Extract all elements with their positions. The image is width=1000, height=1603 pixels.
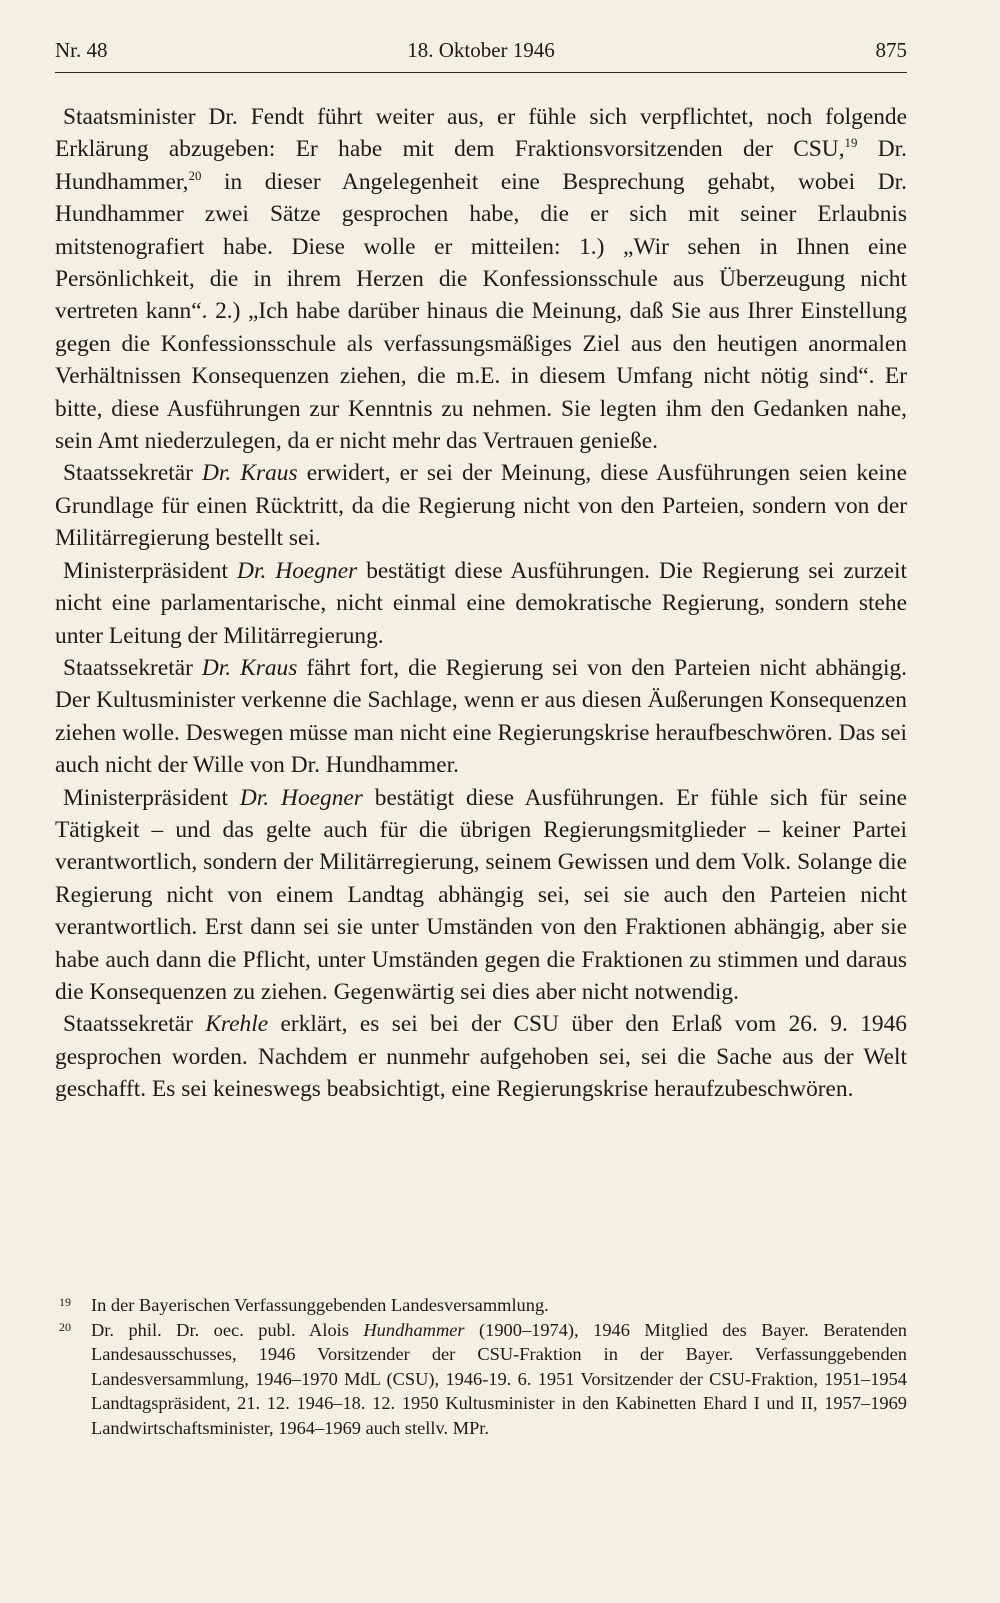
footnote-text: (1900–1974), 1946 Mitglied des Bayer. Beratenden Landesausschusses, 1946 Vorsitzender der CSU-Fraktion in der Bayer. Verfassunggebenden Landesversammlung, 1946–1970 MdL (CSU), 1946-19. 6. 1951 Vorsitzender der CSU-Fraktion, 1951–1954 Landtagspräsident, 21. 12. 1946–18. 12. 1950 Kultusminister in den Kabinetten Ehard I und II, 1957–1969 Landwirtschaftsminister, 1964–1969 auch stellv. MPr. — [91, 1319, 907, 1438]
paragraph-text: fährt fort, die Regierung sei von den Parteien nicht abhängig. Der Kultusminister verkenne die Sachlage, wenn er aus diesen Äußerungen Konsequenzen ziehen wolle. Deswegen müsse man nicht eine Regierungskrise heraufbeschwören. Das sei auch nicht der Wille von Dr. Hundhammer. — [55, 654, 907, 779]
speaker-name: Dr. Kraus — [201, 654, 298, 681]
paragraph-fendt — [55, 101, 907, 457]
speaker-name: Dr. Kraus — [202, 460, 298, 487]
paragraph-text: bestätigt diese Ausführungen. Er fühle sich für seine Tätigkeit – und das gelte auch für die übrigen Regierungsmitglieder – keiner Partei verantwortlich, sondern der Militärregierung, seinem Gewissen und dem Volk. Solange die Regierung nicht von einem Landtag abhängig sei, sei sie auch den Parteien nicht verantwortlich. Erst dann sei sie unter Umständen von den Fraktionen abhängig, aber sie habe auch dann die Pflicht, unter Umständen gegen die Fraktionen zu stimmen und daraus die Konsequenzen zu ziehen. Gegenwärtig sei dies aber nicht notwendig. — [55, 784, 907, 1005]
speaker-title: Ministerpräsident — [63, 557, 238, 584]
speaker-title: Staatssekretär — [63, 1011, 206, 1038]
paragraph-kraus-1 — [55, 457, 907, 554]
paragraph-kraus-2 — [55, 652, 907, 782]
paragraph-text: erklärt, es sei bei der CSU über den Erlaß vom 26. 9. 1946 gesprochen worden. Nachdem er nunmehr aufgehoben sei, sei die Sache aus der Welt geschafft. Es sei keineswegs beabsichtigt, eine Regierungskrise heraufzubeschwören. — [55, 1011, 908, 1103]
paragraph-text: Staatsminister Dr. Fendt führt weiter aus, er fühle sich verpflichtet, noch folgende Erklärung abzugeben: Er habe mit dem Fraktionsvorsitzenden der CSU, — [55, 104, 907, 163]
paragraph-hoegner-2 — [55, 782, 907, 1009]
footnote-number: 20 — [59, 1319, 71, 1334]
speaker-title: Ministerpräsident — [63, 784, 240, 811]
paragraph-text: erwidert, er sei der Meinung, diese Ausführungen seien keine Grundlage für einen Rücktritt, da die Regierung nicht von den Parteien, sondern von der Militärregierung bestellt sei. — [55, 460, 907, 552]
footnote-19 — [55, 1293, 907, 1318]
running-header — [55, 38, 907, 73]
footnote-number: 19 — [59, 1295, 71, 1309]
paragraph-krehle — [55, 1008, 907, 1105]
paragraph-hoegner-1 — [55, 555, 907, 652]
footnote-text: In der Bayerischen Verfassunggebenden Landesversammlung. — [91, 1295, 549, 1315]
issue-number: Nr. 48 — [55, 38, 108, 62]
footnotes — [55, 1293, 907, 1441]
footnote-20 — [55, 1318, 907, 1441]
paragraph-text: in dieser Angelegenheit eine Besprechung gehabt, wobei Dr. Hundhammer zwei Sätze gesprochen habe, die er sich mit seiner Erlaubnis mitstenografiert habe. Diese wolle er mitteilen: 1.) „Wir sehen in Ihnen eine Persönlichkeit, die in ihrem Herzen die Konfessionsschule aus Überzeugung nicht vertreten kann“. 2.) „Ich habe darüber hinaus die Meinung, daß Sie aus Ihrer Einstellung gegen die Konfessionsschule als verfassungsmäßiges Ziel aus den heutigen anormalen Verhältnissen Konsequenzen ziehen, die m.E. in diesem Umfang nicht nötig sind“. Er bitte, diese Ausführungen zur Kenntnis zu nehmen. Sie legten ihm den Gedanken nahe, sein Amt niederzulegen, da er nicht mehr das Vertrauen genieße. — [55, 168, 907, 455]
speaker-name: Krehle — [205, 1011, 269, 1038]
footnote-name: Hundhammer — [363, 1319, 465, 1340]
speaker-name: Dr. Hoegner — [239, 784, 363, 811]
main-text — [55, 101, 907, 1106]
page-number: 875 — [875, 38, 907, 62]
paragraph-text: bestätigt diese Ausführungen. Die Regierung sei zurzeit nicht eine parlamentarische, nicht einmal eine demokratische Regierung, sondern stehe unter Leitung der Militärregierung. — [55, 557, 907, 649]
paragraph-text: Dr. Hundhammer, — [55, 136, 907, 195]
footnote-ref-20[interactable]: 20 — [188, 168, 202, 183]
header-date: 18. Oktober 1946 — [407, 38, 555, 62]
footnote-prefix: Dr. phil. Dr. oec. publ. Alois — [91, 1319, 364, 1340]
speaker-title: Staatssekretär — [63, 460, 203, 487]
footnote-ref-19[interactable]: 19 — [844, 136, 858, 151]
speaker-name: Dr. Hoegner — [237, 557, 358, 584]
speaker-title: Staatssekretär — [63, 654, 202, 681]
